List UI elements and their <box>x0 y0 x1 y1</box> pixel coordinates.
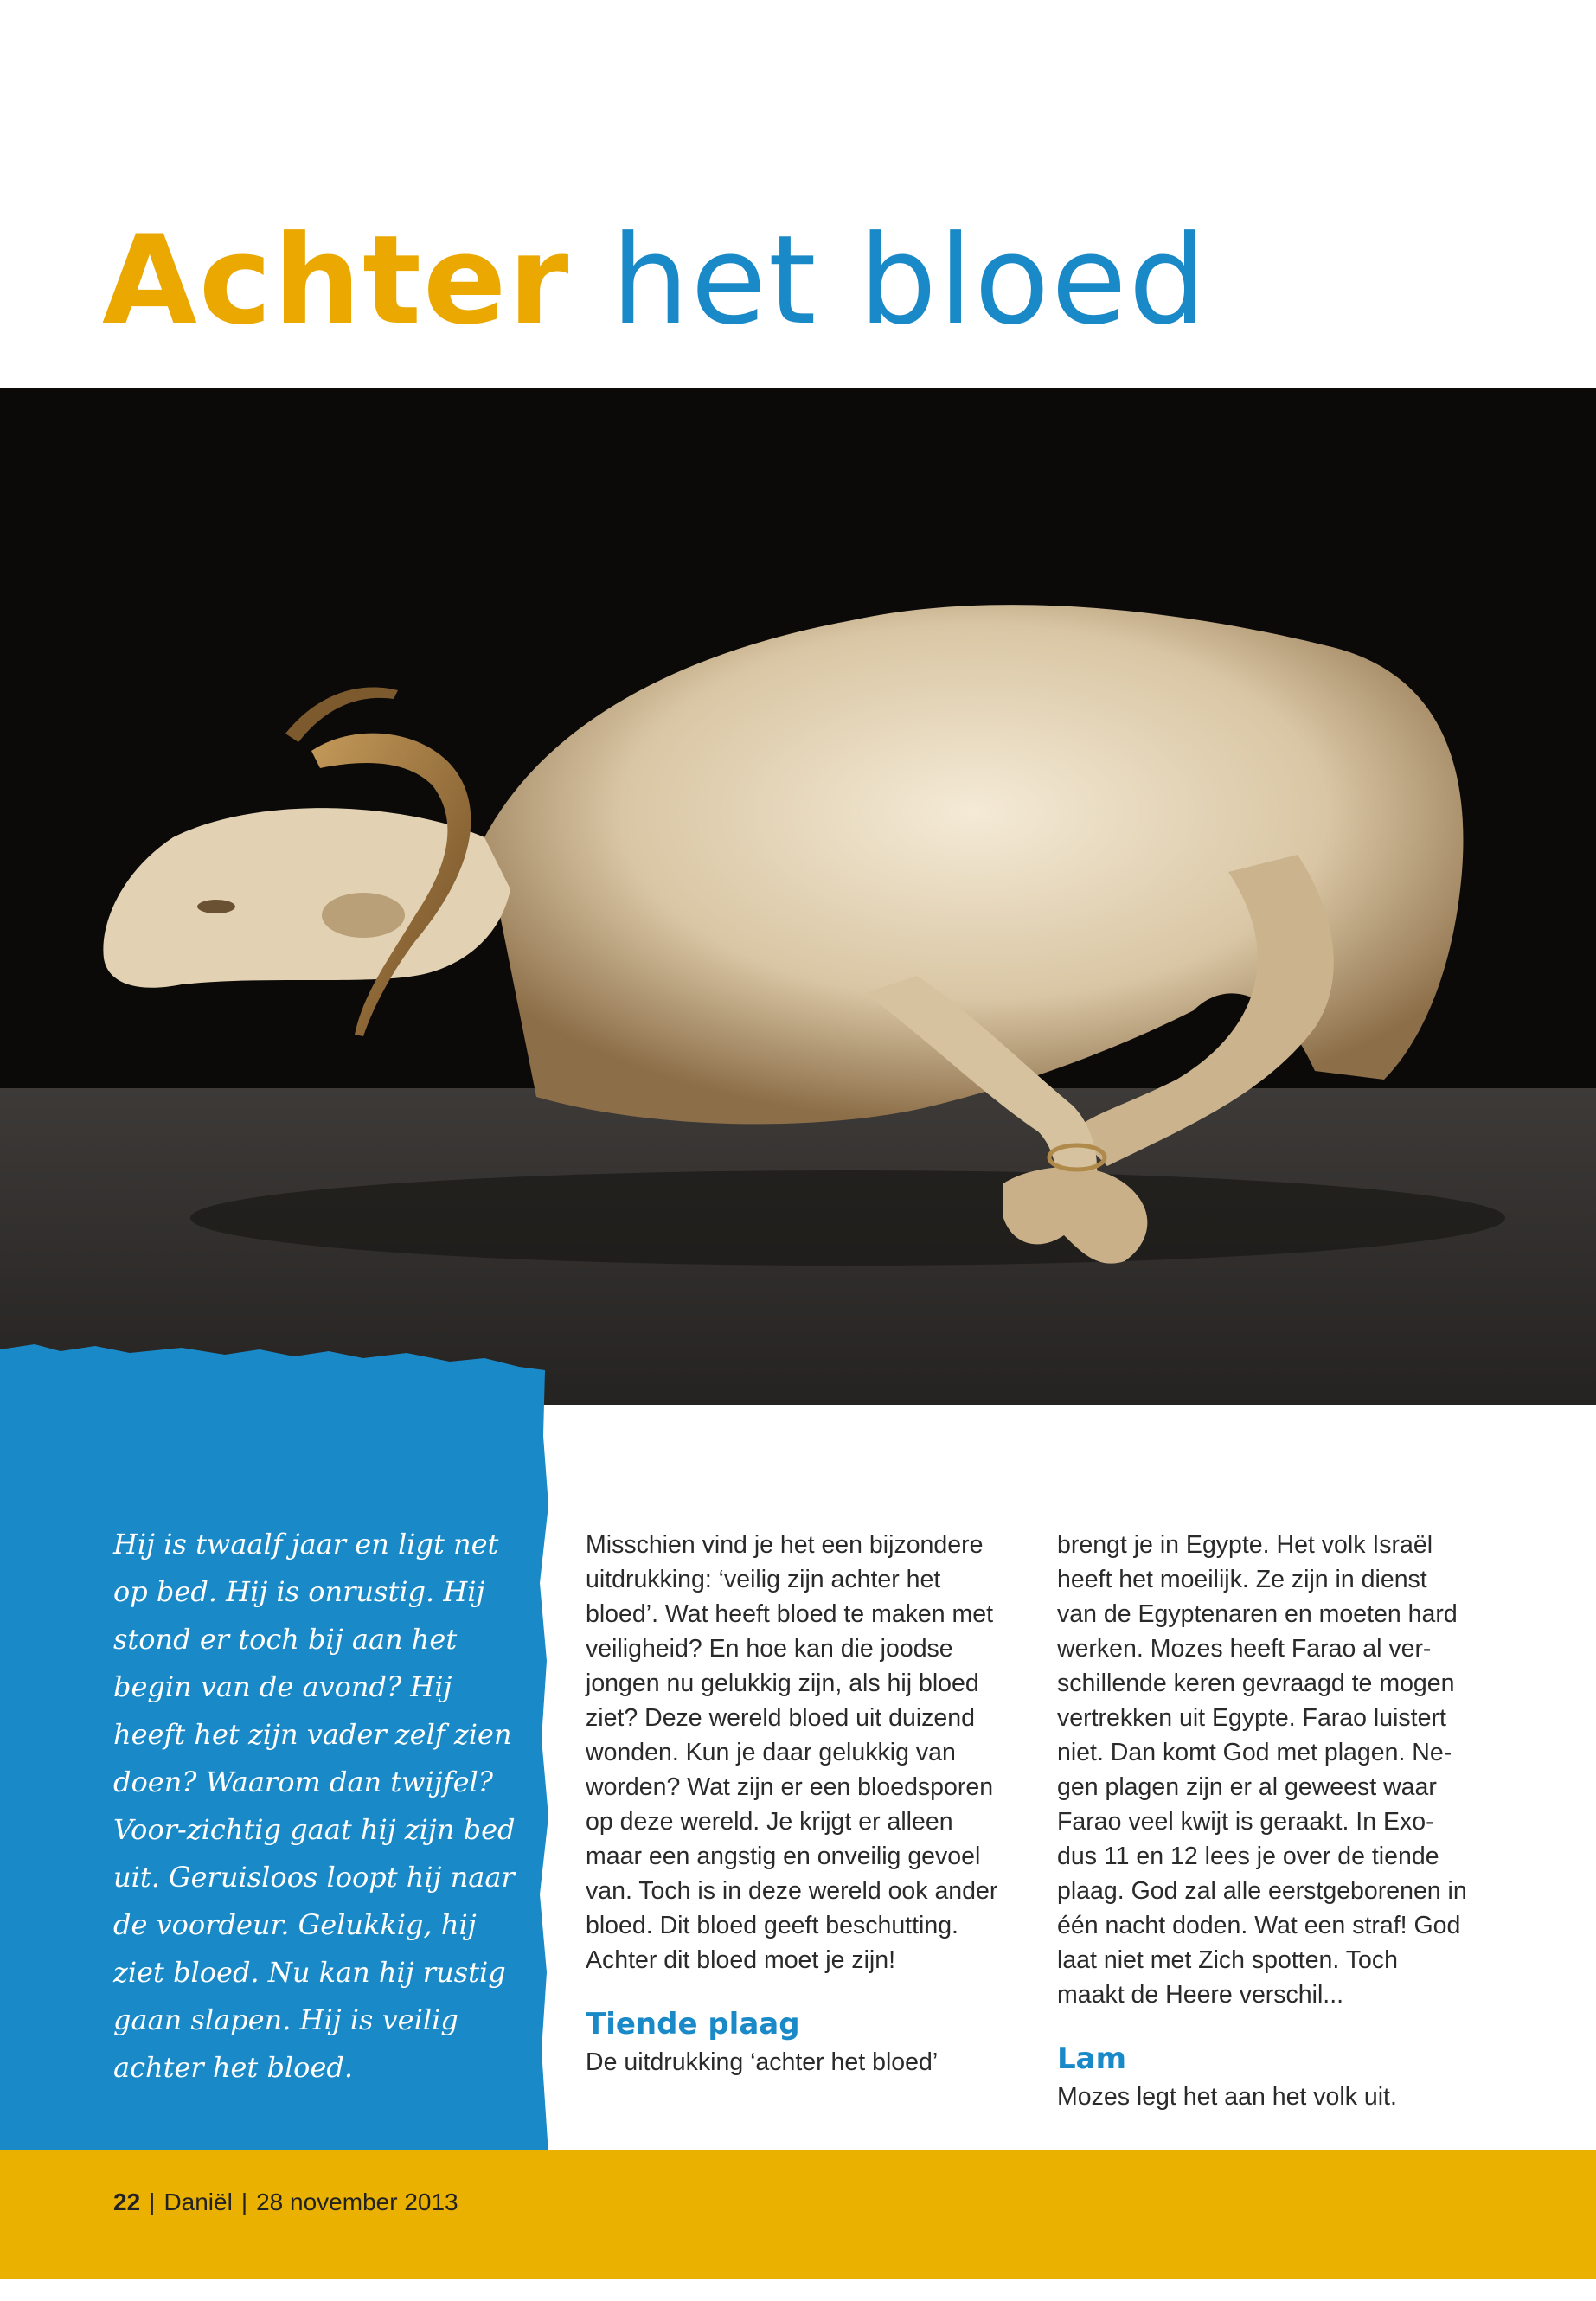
text-column-2 <box>1057 1528 1471 2114</box>
column-2-paragraph: brengt je in Egypte. Het volk Israël heeft het moeilijk. Ze zijn in dienst van de Egyptenaren en moeten hard werken. Mozes heeft Farao al ver-schillende keren gevraagd te mogen vertrekken uit Egypte. Farao luistert niet. Dan komt God met plagen. Ne-gen plagen zijn er al geweest waar Farao veel kwijt is geraakt. In Exo-dus 11 en 12 lees je over de tiende plaag. God zal alle eerstgeborenen in één nacht doden. Wat een straf! God laat niet met Zich spotten. Toch maakt de Heere verschil... <box>1057 1531 1467 2009</box>
issue-date: 28 november 2013 <box>256 2189 458 2215</box>
magazine-name: Daniël <box>163 2189 233 2215</box>
footer-separator: | <box>149 2189 156 2215</box>
page-title <box>102 209 1208 352</box>
text-column-1 <box>586 1528 999 2080</box>
title-part-2: het bloed <box>611 209 1208 352</box>
intro-text: Hij is twaalf jaar en ligt net op bed. Hij is onrustig. Hij stond er toch bij aan het begin van de avond? Hij heeft het zijn vader zelf zien doen? Waarom dan twijfel? Voor-zichtig gaat hij zijn bed uit. Geruisloos loopt hij naar de voordeur. Gelukkig, hij ziet bloed. Nu kan hij rustig gaan slapen. Hij is veilig achter het bloed. <box>113 1528 516 2084</box>
heading-lam: Lam <box>1057 2041 1127 2076</box>
column-2-continuation: Mozes legt het aan het volk uit. <box>1057 2083 1397 2111</box>
column-1-paragraph: Misschien vind je het een bijzondere uitdrukking: ‘veilig zijn achter het bloed’. Wat heeft bloed te maken met veiligheid? En hoe kan die joodse jongen nu gelukkig zijn, als hij bloed ziet? Deze wereld bloed uit duizend wonden. Kun je daar gelukkig van worden? Wat zijn er een bloedsporen op deze wereld. Je krijgt er alleen maar een angstig en onveilig gevoel van. Toch is in deze wereld ook ander bloed. Dit bloed geeft beschutting. Achter dit bloed moet je zijn! <box>586 1531 998 1974</box>
footer-separator: | <box>240 2189 248 2215</box>
footer <box>113 2187 458 2218</box>
heading-tiende-plaag: Tiende plaag <box>586 2007 800 2041</box>
lamb-photo <box>0 388 1596 1405</box>
column-1-continuation: De uitdrukking ‘achter het bloed’ <box>586 2048 939 2076</box>
title-part-1: Achter <box>102 209 571 352</box>
page-number: 22 <box>113 2189 141 2215</box>
